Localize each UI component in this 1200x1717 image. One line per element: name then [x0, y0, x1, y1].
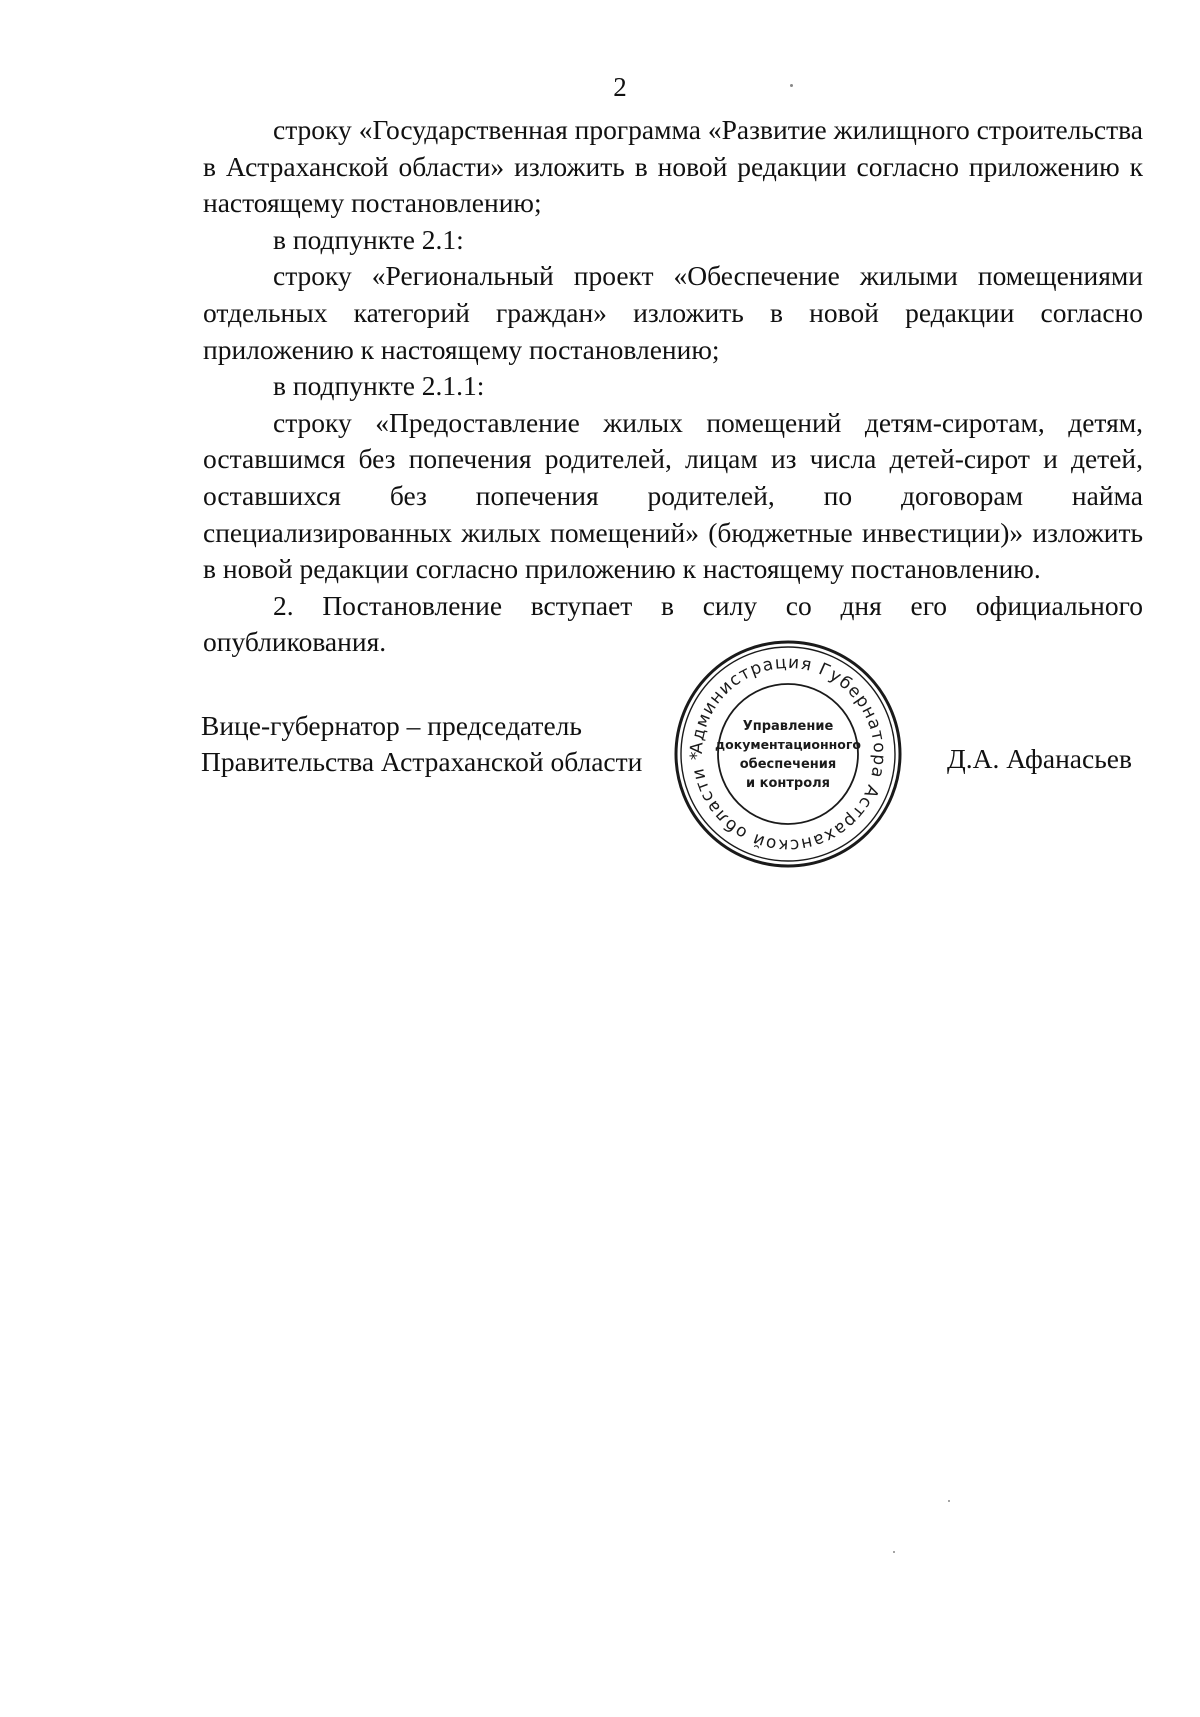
paragraph-effective-date: 2. Постановление вступает в силу со дня его официального опубликования.	[203, 589, 1143, 658]
paragraph-program-row: строку «Государственная программа «Развитие жилищного строительства в Астраханской области» изложить в новой редакции согласно приложению к настоящему постановлению;	[203, 114, 1143, 219]
signatory-position	[201, 708, 642, 780]
seal-outer-text: Администрация Губернатора Астраханской области *	[686, 652, 890, 856]
signatory-name: Д.А. Афанасьев	[947, 743, 1132, 774]
paragraph-regional-project-row: строку «Региональный проект «Обеспечение жилыми помещениями отдельных категорий граждан» изложить в новой редакции согласно приложению к настоящему постановлению;	[203, 260, 1143, 365]
official-seal	[672, 638, 904, 870]
page-number: 2	[613, 72, 627, 102]
signatory-position-line-2: Правительства Астраханской области	[201, 746, 643, 777]
seal-inner-line-3: обеспечения	[739, 757, 837, 772]
seal-inner-line-4: и контроля	[745, 776, 831, 791]
signatory-position-line-1: Вице-губернатор – председатель	[201, 710, 582, 741]
scan-speck	[790, 84, 793, 87]
paragraph-subitem-2-1: в подпункте 2.1:	[273, 223, 464, 255]
paragraph-housing-row: строку «Предоставление жилых помещений детям-сиротам, детям, оставшимся без попечения родителей, лицам из числа детей-сирот и детей, оставшихся без попечения родителей, по договорам найма специализированных жилых помещений» (бюджетные инвестиции)» изложить в новой редакции согласно приложению к настоящему постановлению.	[203, 406, 1143, 585]
scan-speck	[948, 1500, 950, 1502]
seal-inner-line-2: документационного	[715, 737, 861, 752]
document-body	[203, 112, 1143, 661]
paragraph-subitem-2-1-1: в подпункте 2.1.1:	[273, 370, 485, 402]
seal-inner-line-1: Управление	[742, 719, 834, 734]
scan-speck	[893, 1551, 895, 1553]
